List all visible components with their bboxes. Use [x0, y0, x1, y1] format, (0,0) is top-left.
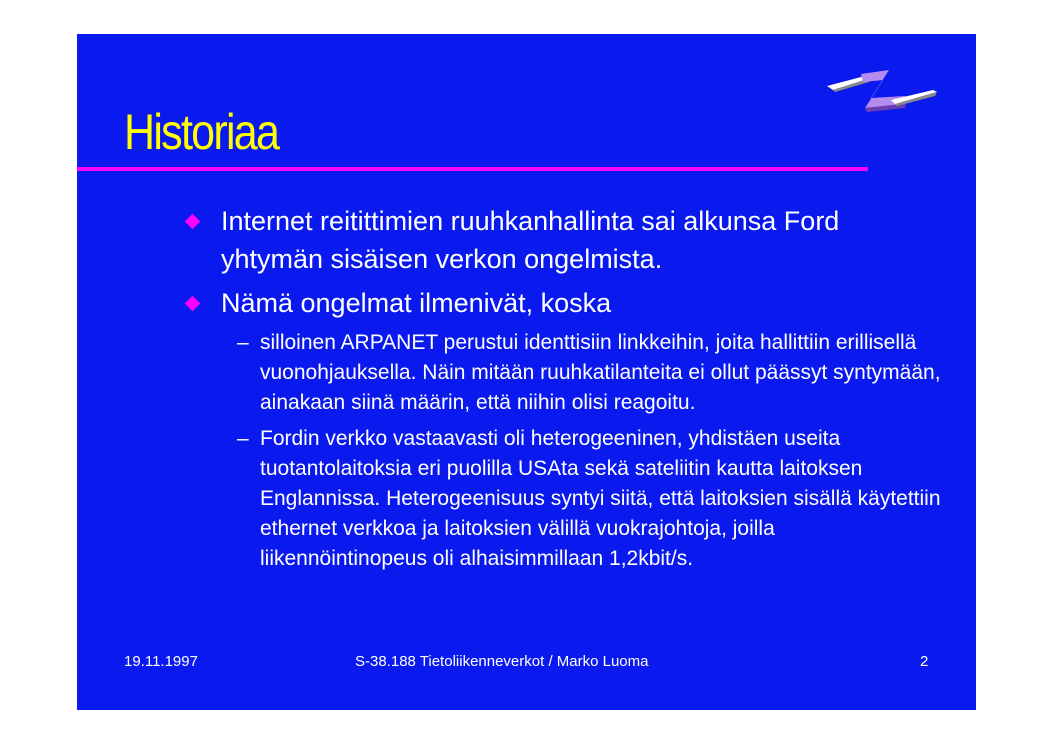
- footer-date: 19.11.1997: [124, 653, 198, 670]
- slide: [77, 34, 976, 710]
- sub-bullet-item-2: [187, 424, 947, 574]
- sub-bullet-text-1: silloinen ARPANET perustui identtisiin linkkeihin, joita hallittiin erillisellä vuonohjauksella. Näin mitään ruuhkatilanteita ei ollut päässyt syntymään, ainakaan siinä määrin, että niihin olisi reagoitu.: [260, 331, 941, 414]
- diamond-bullet-icon: [185, 214, 201, 230]
- diamond-bullet-icon: [185, 296, 201, 312]
- slide-title: Historiaa: [124, 104, 279, 160]
- footer-page-number: 2: [920, 653, 929, 670]
- slide-content: [187, 202, 947, 580]
- sub-bullet-text-2: Fordin verkko vastaavasti oli heterogeeninen, yhdistäen useita tuotantolaitoksia eri puolilla USAta sekä sateliitin kautta laitoksen Englannissa. Heterogeenisuus syntyi siitä, että laitoksien sisällä käytettiin ethernet verkkoa ja laitoksien välillä vuokrajohtoja, joilla liikennöintinopeus oli alhaisimmillaan 1,2kbit/s.: [260, 427, 941, 570]
- bullet-text-1: Internet reitittimien ruuhkanhallinta sai alkunsa Ford yhtymän sisäisen verkon ongelmista.: [221, 206, 840, 274]
- title-underline: [77, 167, 868, 171]
- bullet-text-2: Nämä ongelmat ilmenivät, koska: [221, 288, 612, 318]
- dash-bullet-icon: –: [237, 427, 249, 450]
- footer-course: S-38.188 Tietoliikenneverkot / Marko Luoma: [355, 653, 649, 670]
- lightning-z-logo-icon: [825, 64, 941, 116]
- bullet-item-2: [187, 284, 947, 322]
- dash-bullet-icon: –: [237, 331, 249, 354]
- bullet-item-1: [187, 202, 947, 278]
- sub-bullet-item-1: [187, 328, 947, 418]
